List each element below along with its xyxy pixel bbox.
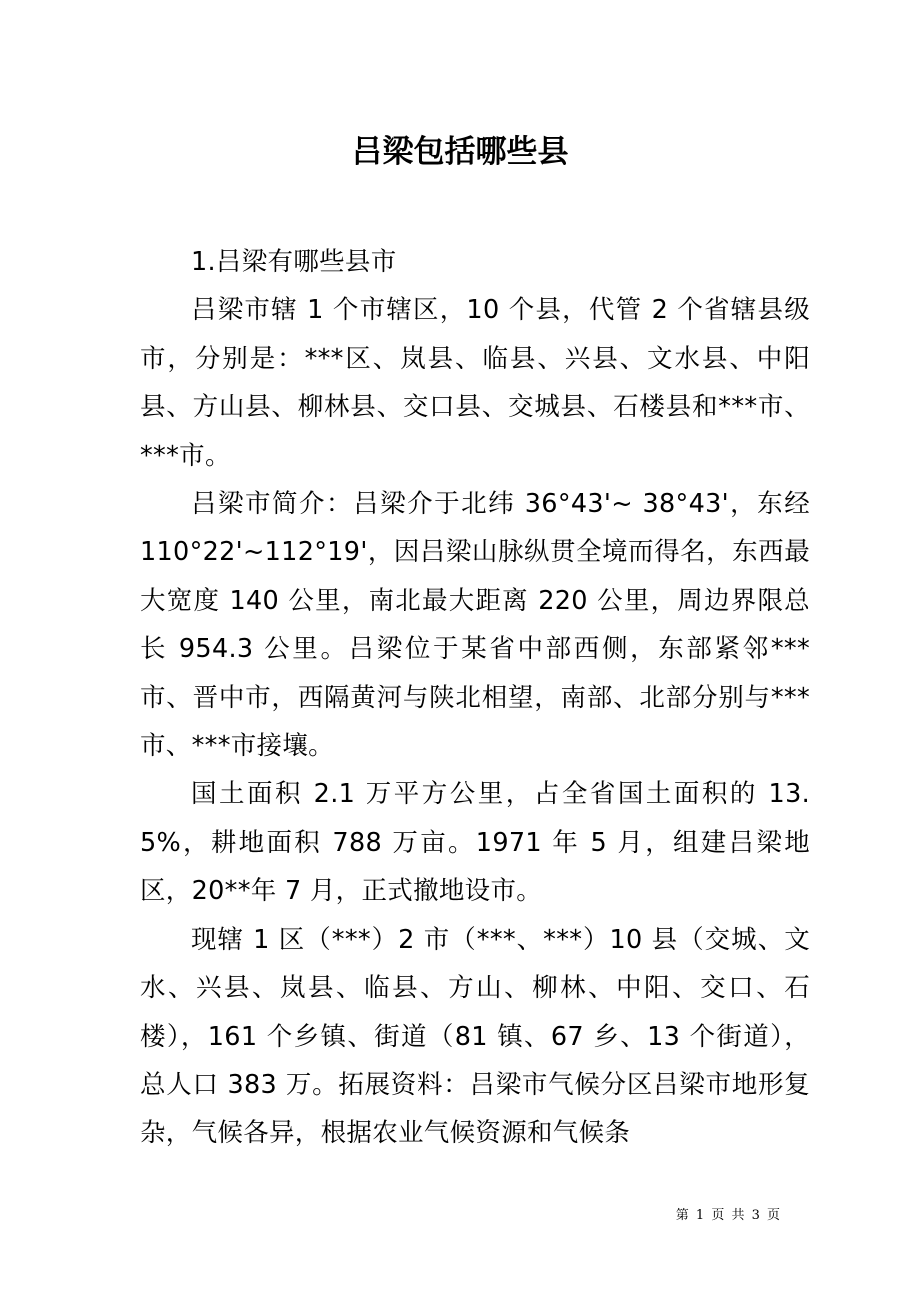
page-number-footer: 第 1 页 共 3 页 bbox=[675, 1208, 780, 1223]
document-body bbox=[140, 238, 810, 1158]
paragraph-districts: 吕梁市辖 1 个市辖区，10 个县，代管 2 个省辖县级市，分别是：***区、岚县、临县、兴县、文水县、中阳县、方山县、柳林县、交口县、交城县、石楼县和***市、***市。 bbox=[140, 295, 810, 471]
document-title: 吕梁包括哪些县 bbox=[351, 134, 569, 170]
paragraph-area: 国土面积 2.1 万平方公里，占全省国土面积的 13.5%，耕地面积 788 万亩。1971 年 5 月，组建吕梁地区，20**年 7 月，正式撤地设市。 bbox=[140, 779, 810, 907]
paragraph-introduction: 吕梁市简介：吕梁介于北纬 36°43'~ 38°43'，东经 110°22'~112°19'，因吕梁山脉纵贯全境而得名，东西最大宽度 140 公里，南北最大距离 220 公里，周边界限总长 954.3 公里。吕梁位于某省中部西侧，东部紧邻***市、晋中市，西隔黄河与陕北相望，南部、北部分别与***市、***市接壤。 bbox=[140, 489, 810, 762]
paragraph-jurisdiction: 现辖 1 区（***）2 市（***、***）10 县（交城、文水、兴县、岚县、临县、方山、柳林、中阳、交口、石楼），161 个乡镇、街道（81 镇、67 乡、13 个街道），总人口 383 万。拓展资料：吕梁市气候分区吕梁市地形复杂，气候各异，根据农业气候资源和气候条 bbox=[140, 924, 810, 1149]
paragraph-heading: 1.吕梁有哪些县市 bbox=[191, 247, 397, 277]
